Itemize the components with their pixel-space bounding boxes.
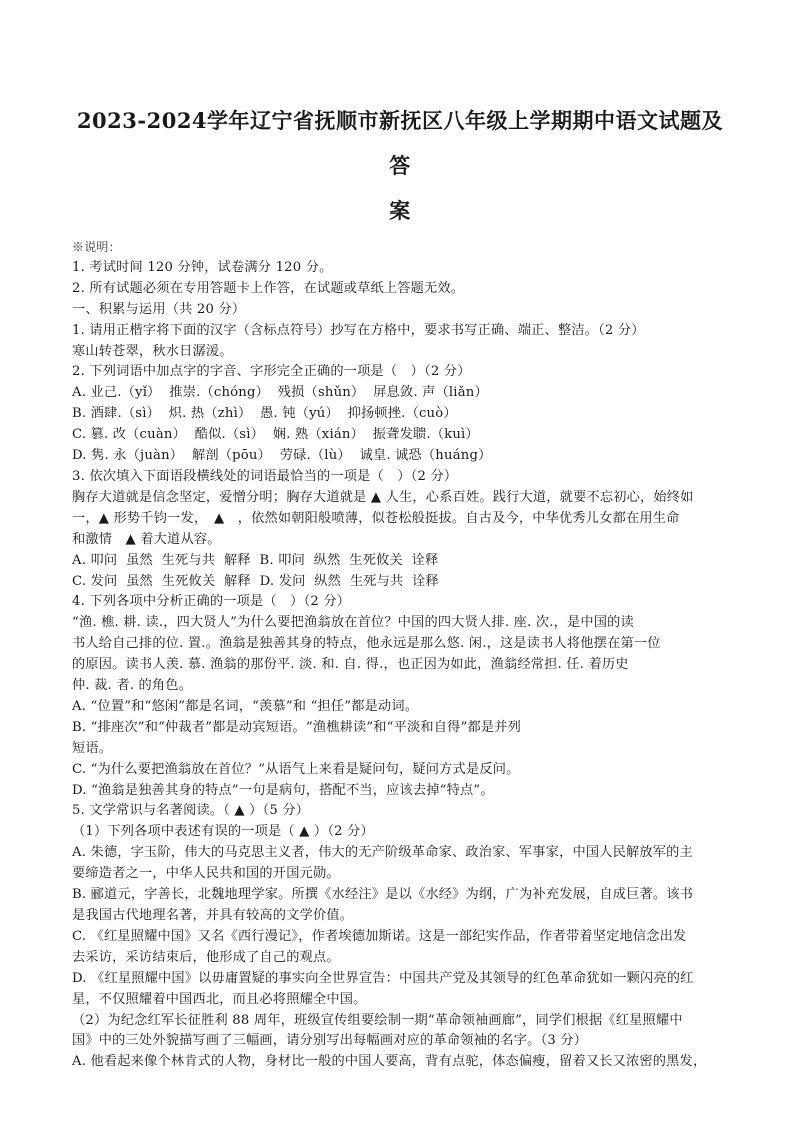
text-line: 一，▲ 形势千钧一发， ▲ ，依然如朝阳般喷薄，似苍松般挺拔。自古及今，中华优秀儿女都在用生命: [72, 510, 680, 526]
text-line: 去采访，采访结束后，他形成了自己的观点。: [72, 949, 340, 965]
text-line: 国》中的三处外貌描写画了三幅画，请分别写出每幅画对应的革命领袖的名字。（3 分）: [72, 1033, 588, 1049]
text-line: C. 篡. 改（cuàn） 酷似.（sì） 娴. 熟（xián） 振聋发聩.（kuì）: [72, 427, 479, 443]
text-line: ※说明：: [72, 240, 121, 254]
text-line: 的原因。读书人羡. 慕. 渔翁的那份平. 淡. 和. 自. 得.，也正因为如此，渔翁经常担. 任. 着历史: [72, 657, 629, 673]
text-line: 书人给自己排的位. 置.。渔翁是独善其身的特点，他永远是那么悠. 闲.，这是读书人将他摆在第一位: [72, 636, 661, 652]
text-line: C. 发问 虽然 生死攸关 解释 D. 发问 纵然 生死与共 诠释: [72, 573, 439, 589]
text-line: （1）下列各项中表述有误的一项是（ ▲ ）（2 分）: [72, 824, 374, 840]
text-line: B. 郦道元，字善长，北魏地理学家。所撰《水经注》是以《水经》为纲，广为补充发展，自成巨著。该书: [72, 887, 694, 903]
text-line: 2. 下列词语中加点字的字音、字形完全正确的一项是（ ）（2 分）: [72, 364, 471, 380]
text-line: A. 他看起来像个林肯式的人物，身材比一般的中国人要高，背有点驼，体态偏瘦，留着又长又浓密的黑发，: [72, 1054, 707, 1070]
text-line: A. 叩问 虽然 生死与共 解释 B. 叩问 纵然 生死攸关 诠释: [72, 552, 439, 568]
text-line: （2）为纪念红军长征胜利 88 周年，班级宣传组要绘制一期“革命领袖画廊”，同学们根据《红星照耀中: [72, 1012, 683, 1028]
text-line: 和激情 ▲ 着大道从容。: [72, 531, 221, 547]
text-line: A. 朱德，字玉阶，伟大的马克思主义者，伟大的无产阶级革命家、政治家、军事家，中国人民解放军的主: [72, 845, 693, 861]
text-line: 胸存大道就是信念坚定，爱憎分明；胸存大道就是 ▲ 人生，心系百姓。践行大道，就要不忘初心，始终如: [72, 489, 694, 505]
document-title: [72, 98, 728, 233]
text-line: C. “为什么要把渔翁放在首位？”从语气上来看是疑问句，疑问方式是反问。: [72, 761, 520, 777]
text-line: 星，不仅照耀着中国西北，而且必将照耀全中国。: [72, 991, 367, 1007]
text-line: 短语。: [72, 740, 113, 756]
title-line-1: 2023-2024学年辽宁省抚顺市新抚区八年级上学期期中语文试题及答: [76, 108, 724, 178]
text-line: 1. 考试时间 120 分钟，试卷满分 120 分。: [72, 259, 333, 275]
text-line: D. 隽. 永（juàn） 解剖（pōu） 劳碌.（lù） 诚皇. 诚恐（huáng）: [72, 448, 492, 464]
text-line: 3. 依次填入下面语段横线处的词语最恰当的一项是（ ）（2 分）: [72, 468, 458, 484]
text-line: 2. 所有试题必须在专用答题卡上作答，在试题或草纸上答题无效。: [72, 280, 465, 296]
document-body: [72, 237, 728, 1073]
text-line: 寒山转苍翠，秋水日潺湲。: [72, 343, 233, 359]
text-line: 要缔造者之一，中华人民共和国的开国元勋。: [72, 866, 340, 882]
text-line: D. “渔翁是独善其身的特点”一句是病句，搭配不当，应该去掉“特点”。: [72, 782, 494, 798]
text-line: 一、积累与运用（共 20 分）: [72, 301, 246, 317]
text-line: “渔. 樵. 耕. 读.，四大贤人”为什么要把渔翁放在首位？中国的四大贤人排. 座. 次.，是中国的读: [72, 615, 634, 631]
text-line: D. 《红星照耀中国》以毋庸置疑的事实向全世界宣告：中国共产党及其领导的红色革命犹如一颗闪亮的红: [72, 970, 694, 986]
text-line: A. 业己.（yǐ） 推崇.（chóng） 残损（shǔn） 屏息敛. 声（liǎn）: [72, 385, 488, 401]
text-line: 是我国古代地理名著，并具有较高的文学价值。: [72, 908, 354, 923]
text-line: 1. 请用正楷字将下面的汉字（含标点符号）抄写在方格中，要求书写正确、端正、整洁。（2 分）: [72, 322, 645, 338]
text-line: B. 酒肆.（sì） 炽. 热（zhì） 愚. 钝（yú） 抑扬顿挫.（cuò）: [72, 406, 457, 422]
text-line: 仲. 裁. 者. 的角色。: [72, 678, 193, 694]
text-line: 5. 文学常识与名著阅读。（ ▲ ）（5 分）: [72, 803, 310, 819]
title-line-2: 案: [389, 198, 411, 223]
text-line: C. 《红星照耀中国》又名《西行漫记》，作者埃德加斯诺。这是一部纪实作品，作者带着坚定地信念出发: [72, 928, 687, 944]
exam-page: [72, 98, 728, 1073]
text-line: A. “位置”和“悠闲”都是名词，“羡慕”和 “担任”都是动词。: [72, 698, 419, 714]
text-line: B. “排座次”和“仲裁者”都是动宾短语。“渔樵耕读”和“平淡和自得”都是并列: [72, 719, 522, 735]
text-line: 4. 下列各项中分析正确的一项是（ ）（2 分）: [72, 594, 351, 610]
